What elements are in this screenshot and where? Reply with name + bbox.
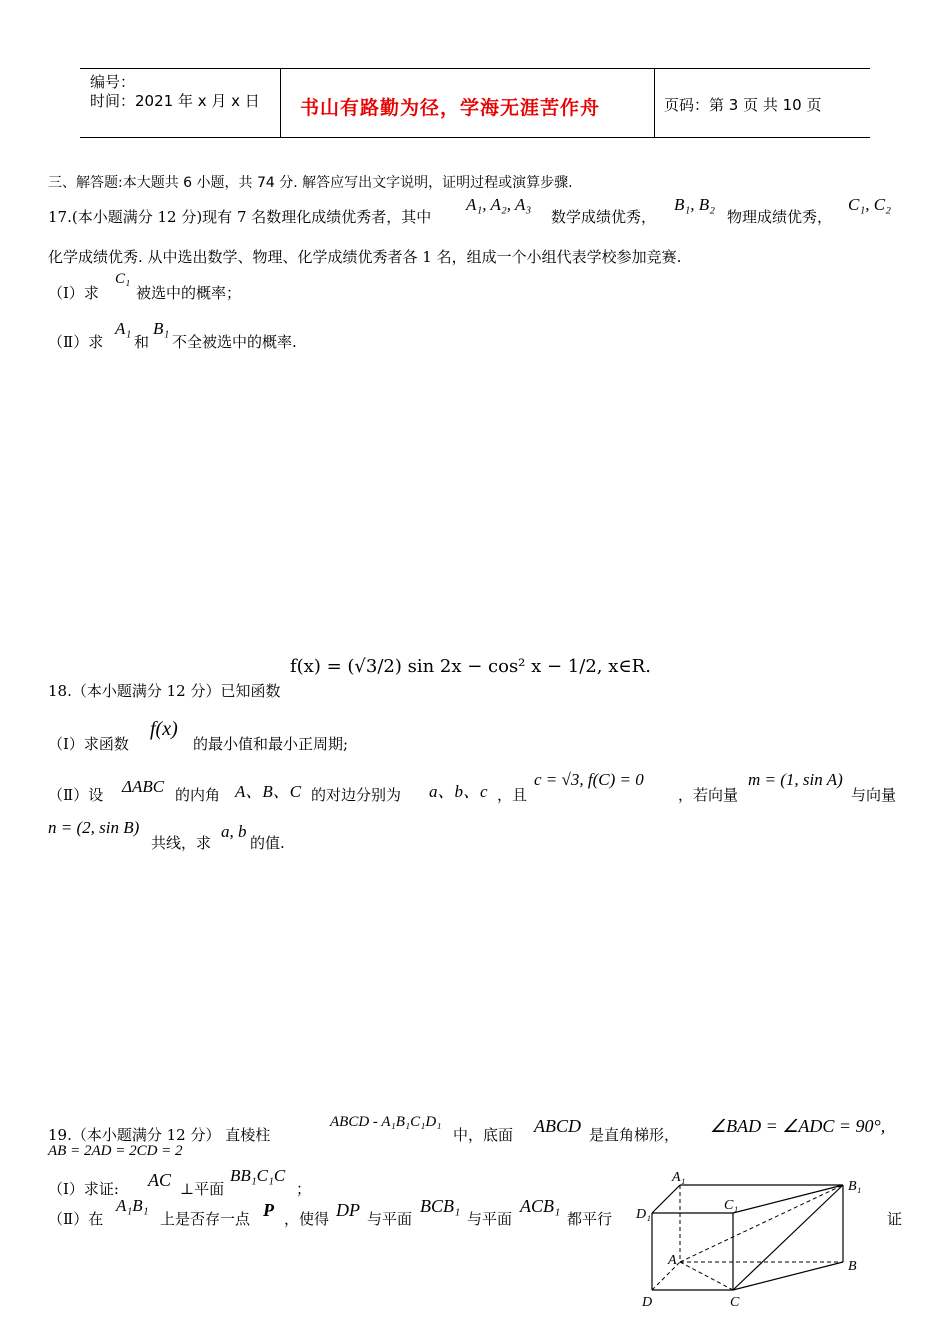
q17-math-students: A₁, A₂, A₃: [466, 195, 532, 214]
q18-ab: a, b: [221, 822, 247, 841]
q19-base: ABCD: [534, 1116, 581, 1136]
hidden-edge-ac: [680, 1262, 733, 1290]
time-label: 时间：2021 年 x 月 x 日: [90, 92, 260, 110]
q18-part1-prefix: （Ⅰ）求函数: [48, 735, 129, 753]
q19-part2-a: （Ⅱ）在: [48, 1210, 104, 1228]
q19-part1-ac: AC: [148, 1170, 172, 1190]
q18-part2-d: ，且: [497, 786, 528, 804]
q19-lengths: AB = 2AD = 2CD = 2: [48, 1143, 183, 1159]
q19-part2-f: 都平行: [567, 1210, 613, 1228]
q18-part1-suffix: 的最小值和最小正周期;: [193, 735, 349, 753]
motto: 书山有路勤为径，学海无涯苦作舟: [300, 97, 601, 119]
label-d1: D₁: [636, 1207, 651, 1222]
q19-part1-end: ；: [296, 1180, 312, 1198]
hidden-edge-ab1: [680, 1185, 843, 1262]
q17-intro: 17.(本小题满分 12 分)现有 7 名数理化成绩优秀者，其中: [48, 208, 432, 226]
q19-part2-g: 证: [887, 1210, 903, 1228]
q18-part2-e: ，若向量: [678, 786, 739, 804]
q19-part1-plane: BB₁C₁C: [230, 1166, 286, 1185]
edge-d1a1: [652, 1185, 680, 1213]
q17-part1-prefix: （Ⅰ）求: [48, 284, 99, 302]
edge-c1b1: [733, 1185, 843, 1213]
q19-mid2: 是直角梯形，: [589, 1126, 680, 1144]
q18-sides: a、b、c: [429, 782, 488, 801]
q19-part1-prefix: （Ⅰ）求证:: [48, 1180, 119, 1198]
q17-physics-label: 物理成绩优秀，: [727, 208, 833, 226]
q19-part2-d: 与平面: [367, 1210, 413, 1228]
q18-part2-g: 共线，求: [151, 834, 212, 852]
q17-part2-prefix: （Ⅱ）求: [48, 333, 104, 351]
label-b1: B₁: [848, 1179, 862, 1194]
q18-vector-n: n = (2, sin B): [48, 818, 140, 837]
q19-part2-dp: DP: [336, 1200, 360, 1220]
q17-part2-var1: A₁: [115, 319, 132, 338]
q19-intro: 19.（本小题满分 12 分） 直棱柱: [48, 1126, 271, 1144]
q17-part1-suffix: 被选中的概率；: [136, 284, 242, 302]
edge-cb: [733, 1262, 843, 1290]
q17-part2-and: 和: [134, 333, 150, 351]
q18-condition: c = √3, f(C) = 0: [534, 770, 644, 789]
q19-part2-plane2: ACB₁: [520, 1196, 561, 1216]
q19-part2-seg: A₁B₁: [116, 1196, 149, 1215]
q18-vector-m: m = (1, sin A): [748, 770, 843, 789]
q18-part2-c: 的对边分别为: [311, 786, 402, 804]
q18-angles: A、B、C: [235, 782, 302, 801]
q17-part2-suffix: 不全被选中的概率.: [172, 333, 297, 351]
q18-part2-a: （Ⅱ）设: [48, 786, 104, 804]
q17-chem-students: C₁, C₂: [848, 195, 891, 214]
q19-part2-p: P: [263, 1200, 274, 1220]
q19-part2-e: 与平面: [467, 1210, 513, 1228]
label-c1: C₁: [724, 1198, 739, 1213]
header-divider: [280, 69, 281, 137]
prism-figure: [630, 1160, 880, 1310]
q18-intro: 18.（本小题满分 12 分）已知函数: [48, 682, 281, 700]
number-label: 编号：: [90, 73, 136, 91]
q17-part2-var2: B₁: [153, 319, 170, 338]
header-divider: [654, 69, 655, 137]
q18-triangle: ΔABC: [122, 777, 165, 796]
q18-part1-func: f(x): [150, 718, 178, 740]
edge-cb1: [733, 1185, 843, 1290]
section-title: 三、解答题:本大题共 6 小题，共 74 分. 解答应写出文字说明，证明过程或演算步骤.: [48, 175, 573, 191]
q19-part1-perp: ⊥平面: [180, 1180, 225, 1198]
label-b: B: [848, 1259, 857, 1274]
q19-part2-c: ，使得: [284, 1210, 330, 1228]
label-d: D: [642, 1295, 653, 1310]
q18-formula: f(x) = (√3/2) sin 2x − cos² x − 1/2, x∈R.: [290, 656, 651, 677]
q19-angles: ∠BAD = ∠ADC = 90°,: [710, 1116, 886, 1136]
q18-part2-b: 的内角: [175, 786, 221, 804]
label-a1: A₁: [672, 1170, 686, 1185]
q18-part2-h: 的值.: [250, 834, 285, 852]
q17-line2: 化学成绩优秀. 从中选出数学、物理、化学成绩优秀者各 1 名，组成一个小组代表学校参加竞赛.: [48, 248, 682, 266]
label-a: A: [668, 1253, 677, 1268]
q17-math-label: 数学成绩优秀，: [551, 208, 657, 226]
page-header: [80, 68, 870, 138]
label-c: C: [730, 1295, 740, 1310]
page-info: 页码：第 3 页 共 10 页: [664, 96, 822, 114]
q19-part2-plane1: BCB₁: [420, 1196, 461, 1216]
q18-part2-f: 与向量: [851, 786, 897, 804]
q17-physics-students: B₁, B₂: [674, 195, 716, 214]
q17-part1-var: C₁: [115, 271, 131, 287]
q19-mid1: 中，底面: [453, 1126, 514, 1144]
q19-part2-b: 上是否存一点: [160, 1210, 251, 1228]
q19-prism: ABCD - A₁B₁C₁D₁: [330, 1114, 442, 1130]
